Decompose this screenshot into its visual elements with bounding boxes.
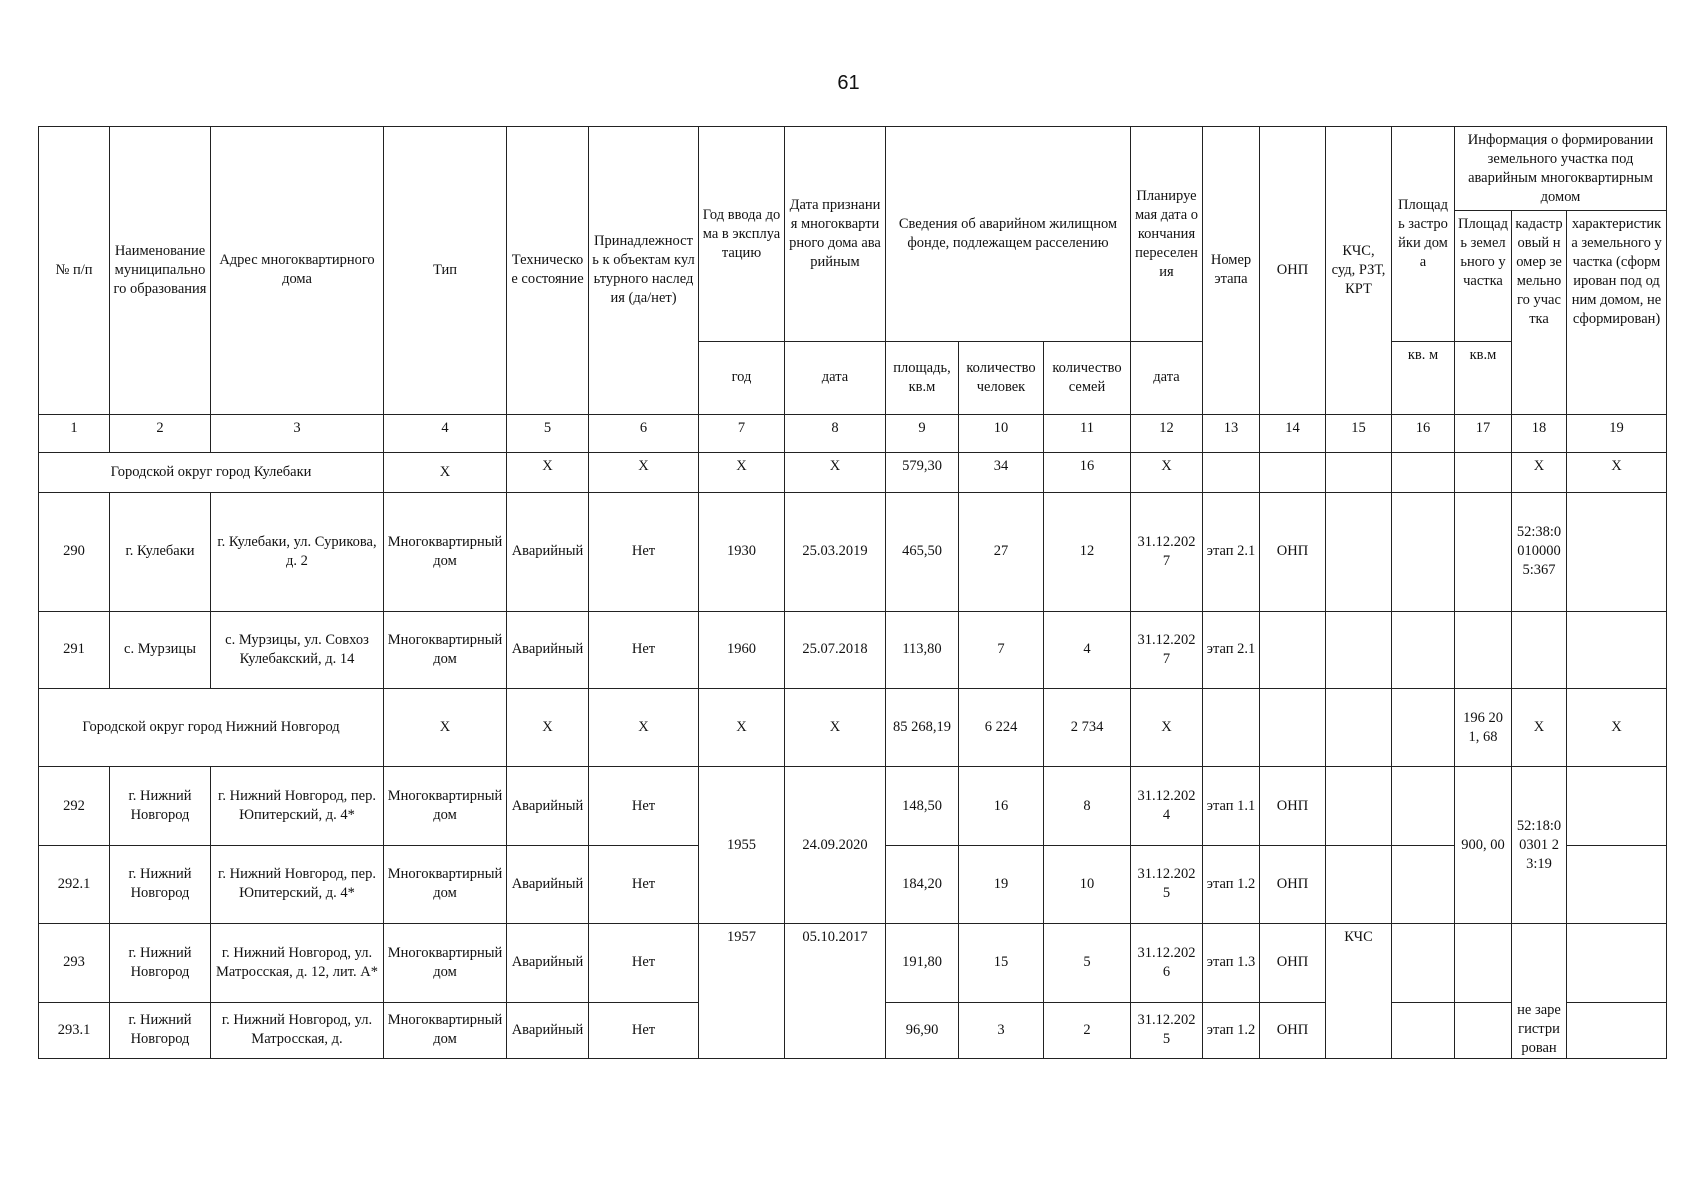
row-area: 96,90 <box>886 1002 959 1058</box>
group-families: 2 734 <box>1044 688 1131 766</box>
group-cadastral: X <box>1512 688 1567 766</box>
row-onp: ОНП <box>1260 492 1326 611</box>
row-area: 191,80 <box>886 924 959 1002</box>
group-onp <box>1260 688 1326 766</box>
row-heritage: Нет <box>589 845 699 923</box>
row-date: 24.09.2020 <box>785 767 886 924</box>
row-type: Многоквартирный дом <box>384 924 507 1002</box>
row-built-area <box>1392 611 1455 688</box>
col-number: 10 <box>959 414 1044 452</box>
subheader-date: дата <box>785 342 886 414</box>
col-number: 12 <box>1131 414 1203 452</box>
group-date: X <box>785 688 886 766</box>
header-housing-info: Сведения об аварийном жилищном фонде, подлежащем расселению <box>886 127 1131 342</box>
header-year: Год ввода дома в эксплуатацию <box>699 127 785 342</box>
subheader-year: год <box>699 342 785 414</box>
header-address: Адрес многоквартирного дома <box>211 127 384 415</box>
row-number: 293 <box>39 924 110 1002</box>
group-name: Городской округ город Нижний Новгород <box>39 688 384 766</box>
row-number: 290 <box>39 492 110 611</box>
row-municipality: г. Нижний Новгород <box>110 924 211 1002</box>
group-year: X <box>699 688 785 766</box>
col-number: 13 <box>1203 414 1260 452</box>
group-heritage: X <box>589 688 699 766</box>
header-planned-date: Планируемая дата окончания переселения <box>1131 127 1203 342</box>
group-planned: X <box>1131 688 1203 766</box>
row-address: г. Нижний Новгород, ул. Матросская, д. 12, лит. А* <box>211 924 384 1002</box>
row-families: 4 <box>1044 611 1131 688</box>
group-state: X <box>507 452 589 492</box>
row-type: Многоквартирный дом <box>384 611 507 688</box>
row-characteristic <box>1567 1002 1667 1058</box>
row-planned: 31.12.2025 <box>1131 1002 1203 1058</box>
row-onp <box>1260 611 1326 688</box>
col-number: 17 <box>1455 414 1512 452</box>
column-numbers-row <box>39 414 1667 452</box>
row-built-area <box>1392 1002 1455 1058</box>
subheader-built-area-unit: кв. м <box>1392 342 1455 414</box>
row-families: 2 <box>1044 1002 1131 1058</box>
row-address: с. Мурзицы, ул. Совхоз Кулебакский, д. 14 <box>211 611 384 688</box>
row-state: Аварийный <box>507 767 589 845</box>
col-number: 8 <box>785 414 886 452</box>
row-state: Аварийный <box>507 611 589 688</box>
row-planned: 31.12.2026 <box>1131 924 1203 1002</box>
emergency-housing-table <box>38 126 1667 1059</box>
row-type: Многоквартирный дом <box>384 492 507 611</box>
row-characteristic <box>1567 611 1667 688</box>
group-characteristic: X <box>1567 452 1667 492</box>
row-stage: этап 1.2 <box>1203 845 1260 923</box>
header-kchs: КЧС, суд, РЗТ, КРТ <box>1326 127 1392 415</box>
col-number: 15 <box>1326 414 1392 452</box>
row-number: 293.1 <box>39 1002 110 1058</box>
col-number: 2 <box>110 414 211 452</box>
col-number: 7 <box>699 414 785 452</box>
row-municipality: с. Мурзицы <box>110 611 211 688</box>
group-type: X <box>384 452 507 492</box>
row-onp: ОНП <box>1260 924 1326 1002</box>
row-plot-area <box>1455 611 1512 688</box>
row-date: 25.07.2018 <box>785 611 886 688</box>
header-onp: ОНП <box>1260 127 1326 415</box>
row-state: Аварийный <box>507 924 589 1002</box>
row-area: 113,80 <box>886 611 959 688</box>
row-families: 5 <box>1044 924 1131 1002</box>
col-number: 9 <box>886 414 959 452</box>
row-plot-area <box>1455 924 1512 1002</box>
row-onp: ОНП <box>1260 1002 1326 1058</box>
row-kchs <box>1326 767 1392 845</box>
col-number: 3 <box>211 414 384 452</box>
group-built-area <box>1392 452 1455 492</box>
group-kchs <box>1326 688 1392 766</box>
row-area: 184,20 <box>886 845 959 923</box>
page-number: 61 <box>837 72 860 94</box>
group-cadastral: X <box>1512 452 1567 492</box>
col-number: 18 <box>1512 414 1567 452</box>
row-kchs: КЧС <box>1326 924 1392 1059</box>
row-characteristic <box>1567 845 1667 923</box>
group-name: Городской округ город Кулебаки <box>39 452 384 492</box>
row-onp: ОНП <box>1260 845 1326 923</box>
group-date: X <box>785 452 886 492</box>
row-cadastral: 52:18:00301 23:19 <box>1512 767 1567 924</box>
row-number: 292 <box>39 767 110 845</box>
header-built-area: Площадь застройки дома <box>1392 127 1455 342</box>
row-built-area <box>1392 767 1455 845</box>
row-date: 25.03.2019 <box>785 492 886 611</box>
row-type: Многоквартирный дом <box>384 1002 507 1058</box>
row-heritage: Нет <box>589 611 699 688</box>
row-type: Многоквартирный дом <box>384 767 507 845</box>
group-stage <box>1203 688 1260 766</box>
row-state: Аварийный <box>507 845 589 923</box>
row-heritage: Нет <box>589 924 699 1002</box>
row-plot-area: 900, 00 <box>1455 767 1512 924</box>
row-people: 15 <box>959 924 1044 1002</box>
row-municipality: г. Нижний Новгород <box>110 1002 211 1058</box>
row-address: г. Нижний Новгород, пер. Юпитерский, д. 4* <box>211 767 384 845</box>
header-tech-state: Техническое состояние <box>507 127 589 415</box>
row-municipality: г. Кулебаки <box>110 492 211 611</box>
group-families: 16 <box>1044 452 1131 492</box>
row-people: 27 <box>959 492 1044 611</box>
row-municipality: г. Нижний Новгород <box>110 845 211 923</box>
header-type: Тип <box>384 127 507 415</box>
row-stage: этап 2.1 <box>1203 492 1260 611</box>
row-built-area <box>1392 845 1455 923</box>
group-plot-area: 196 201, 68 <box>1455 688 1512 766</box>
row-address: г. Нижний Новгород, ул. Матросская, д. <box>211 1002 384 1058</box>
subheader-plot-area-unit: кв.м <box>1455 342 1512 414</box>
row-address: г. Нижний Новгород, пер. Юпитерский, д. 4* <box>211 845 384 923</box>
row-year: 1955 <box>699 767 785 924</box>
group-kchs <box>1326 452 1392 492</box>
group-people: 34 <box>959 452 1044 492</box>
group-area: 579,30 <box>886 452 959 492</box>
group-stage <box>1203 452 1260 492</box>
row-characteristic <box>1567 924 1667 1002</box>
row-area: 465,50 <box>886 492 959 611</box>
table-row <box>39 492 1667 611</box>
row-plot-area <box>1455 492 1512 611</box>
row-cadastral: 52:38:00100005:367 <box>1512 492 1567 611</box>
subheader-families: количество семей <box>1044 342 1131 414</box>
header-cadastral: кадастровый номер земельного участка <box>1512 211 1567 414</box>
row-municipality: г. Нижний Новгород <box>110 767 211 845</box>
row-stage: этап 2.1 <box>1203 611 1260 688</box>
header-municipality: Наименование муниципального образования <box>110 127 211 415</box>
col-number: 14 <box>1260 414 1326 452</box>
row-people: 19 <box>959 845 1044 923</box>
col-number: 16 <box>1392 414 1455 452</box>
row-kchs <box>1326 492 1392 611</box>
row-families: 10 <box>1044 845 1131 923</box>
row-year: 1957 <box>699 924 785 1059</box>
row-planned: 31.12.2027 <box>1131 611 1203 688</box>
group-row-nizhny-novgorod <box>39 688 1667 766</box>
header-number: № п/п <box>39 127 110 415</box>
row-heritage: Нет <box>589 767 699 845</box>
row-plot-area <box>1455 1002 1512 1058</box>
row-stage: этап 1.2 <box>1203 1002 1260 1058</box>
row-onp: ОНП <box>1260 767 1326 845</box>
row-state: Аварийный <box>507 1002 589 1058</box>
row-planned: 31.12.2025 <box>1131 845 1203 923</box>
subheader-people: количество человек <box>959 342 1044 414</box>
row-heritage: Нет <box>589 492 699 611</box>
row-characteristic <box>1567 767 1667 845</box>
header-stage: Номер этапа <box>1203 127 1260 415</box>
table-row <box>39 924 1667 1002</box>
table-row <box>39 767 1667 845</box>
group-row-kulebaki <box>39 452 1667 492</box>
row-planned: 31.12.2024 <box>1131 767 1203 845</box>
group-state: X <box>507 688 589 766</box>
group-characteristic: X <box>1567 688 1667 766</box>
row-cadastral: не зарегистрирован <box>1512 924 1567 1059</box>
row-year: 1930 <box>699 492 785 611</box>
group-year: X <box>699 452 785 492</box>
group-area: 85 268,19 <box>886 688 959 766</box>
group-type: X <box>384 688 507 766</box>
subheader-area: площадь, кв.м <box>886 342 959 414</box>
col-number: 19 <box>1567 414 1667 452</box>
row-characteristic <box>1567 492 1667 611</box>
row-built-area <box>1392 492 1455 611</box>
header-recognition-date: Дата признания многоквартирного дома аварийным <box>785 127 886 342</box>
col-number: 4 <box>384 414 507 452</box>
group-plot-area <box>1455 452 1512 492</box>
row-stage: этап 1.1 <box>1203 767 1260 845</box>
row-families: 12 <box>1044 492 1131 611</box>
group-built-area <box>1392 688 1455 766</box>
row-kchs <box>1326 611 1392 688</box>
row-address: г. Кулебаки, ул. Сурикова, д. 2 <box>211 492 384 611</box>
col-number: 6 <box>589 414 699 452</box>
row-built-area <box>1392 924 1455 1002</box>
row-stage: этап 1.3 <box>1203 924 1260 1002</box>
group-onp <box>1260 452 1326 492</box>
row-heritage: Нет <box>589 1002 699 1058</box>
table-row <box>39 611 1667 688</box>
col-number: 1 <box>39 414 110 452</box>
row-people: 7 <box>959 611 1044 688</box>
row-area: 148,50 <box>886 767 959 845</box>
col-number: 11 <box>1044 414 1131 452</box>
header-heritage: Принадлежность к объектам культурного наследия (да/нет) <box>589 127 699 415</box>
row-people: 3 <box>959 1002 1044 1058</box>
row-date: 05.10.2017 <box>785 924 886 1059</box>
row-cadastral <box>1512 611 1567 688</box>
group-people: 6 224 <box>959 688 1044 766</box>
group-planned: X <box>1131 452 1203 492</box>
header-plot-characteristic: характеристика земельного участка (сформирован под одним домом, не сформирован) <box>1567 211 1667 414</box>
row-type: Многоквартирный дом <box>384 845 507 923</box>
row-people: 16 <box>959 767 1044 845</box>
row-number: 291 <box>39 611 110 688</box>
subheader-planned-date: дата <box>1131 342 1203 414</box>
header-land-plot-info: Информация о формировании земельного участка под аварийным многоквартирным домом <box>1455 127 1667 211</box>
row-families: 8 <box>1044 767 1131 845</box>
header-plot-area: Площадь земельного участка <box>1455 211 1512 342</box>
row-planned: 31.12.2027 <box>1131 492 1203 611</box>
group-heritage: X <box>589 452 699 492</box>
row-number: 292.1 <box>39 845 110 923</box>
row-kchs <box>1326 845 1392 923</box>
row-year: 1960 <box>699 611 785 688</box>
col-number: 5 <box>507 414 589 452</box>
row-state: Аварийный <box>507 492 589 611</box>
